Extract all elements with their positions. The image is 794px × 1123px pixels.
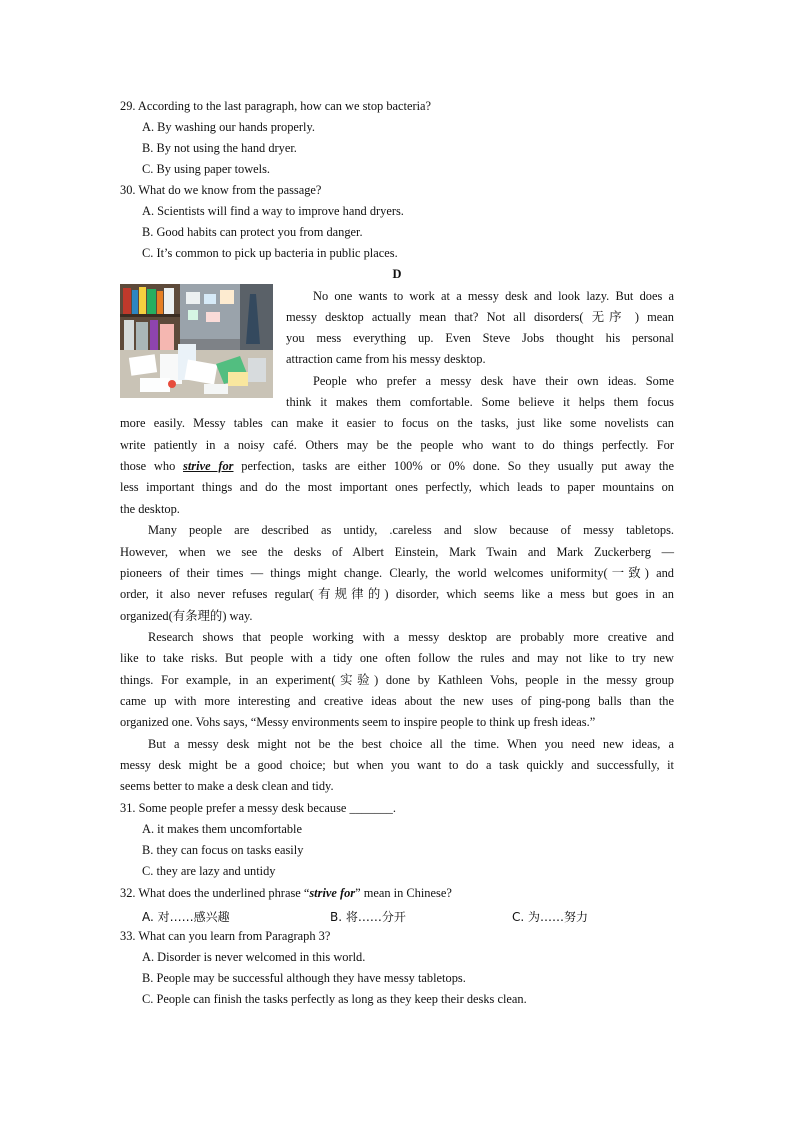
passage-p5-line-3: seems better to make a desk clean and tidy. bbox=[120, 779, 334, 793]
passage-p2-line-5 bbox=[120, 460, 674, 472]
passage-p4-line-4: came up with more interesting and creative ideas about the new uses of ping-pong balls than the bbox=[120, 694, 674, 708]
passage-p3-line-1: Many people are described as untidy, .careless and slow because of messy tabletops. bbox=[148, 523, 674, 537]
passage-p4-line-5: organized one. Vohs says, “Messy environments seem to inspire people to think up fresh ideas.” bbox=[120, 715, 596, 729]
question-30-option-a: A. Scientists will find a way to improve hand dryers. bbox=[142, 204, 404, 218]
question-30-stem: 30. What do we know from the passage? bbox=[120, 183, 322, 197]
question-32-stem-pre: 32. What does the underlined phrase “ bbox=[120, 886, 310, 900]
question-32-stem bbox=[120, 887, 452, 899]
question-29-option-b: B. By not using the hand dryer. bbox=[142, 141, 297, 155]
question-33-stem: 33. What can you learn from Paragraph 3? bbox=[120, 929, 331, 943]
question-32-option-b: B. 将……分开 bbox=[330, 910, 406, 924]
passage-p2-line-3: more easily. Messy tables can make it easier to focus on the tasks, just like some novelists can bbox=[120, 416, 674, 430]
passage-p3-line-5: organized(有条理的) way. bbox=[120, 609, 253, 623]
passage-p1-line-1: No one wants to work at a messy desk and look lazy. But does a bbox=[313, 289, 674, 303]
question-32-phrase: strive for bbox=[309, 886, 356, 900]
passage-p2-line-7: the desktop. bbox=[120, 502, 180, 516]
passage-p2-strive-pre: those who bbox=[120, 459, 184, 473]
passage-p3-line-3: pioneers of their times — things might change. Clearly, the world welcomes uniformity(一致) and bbox=[120, 566, 674, 580]
passage-p5-line-1: But a messy desk might not be the best choice all the time. When you need new ideas, a bbox=[148, 737, 674, 751]
section-letter: D bbox=[392, 267, 402, 281]
passage-p2-line-6: less important things and do the most important ones perfectly, which leads to paper mountains on bbox=[120, 480, 674, 494]
question-31-stem: 31. Some people prefer a messy desk because _______. bbox=[120, 801, 396, 815]
passage-p2-strive-post: perfection, tasks are either 100% or 0% done. So they usually put away the bbox=[233, 459, 674, 473]
question-33-option-c: C. People can finish the tasks perfectly as long as they keep their desks clean. bbox=[142, 992, 527, 1006]
messy-desk-photo bbox=[120, 284, 273, 398]
question-33-option-a: A. Disorder is never welcomed in this world. bbox=[142, 950, 366, 964]
messy-desk-illustration bbox=[120, 284, 273, 398]
passage-p2-line-4: write patiently in a noisy café. Others may be the people who want to do things perfectly. For bbox=[120, 438, 674, 452]
passage-p1-line-2: messy desktop actually mean that? Not all disorders( 无序 ) mean bbox=[286, 310, 674, 324]
passage-p3-line-2: However, when we see the desks of Albert Einstein, Mark Twain and Mark Zuckerberg — bbox=[120, 545, 674, 559]
question-31-option-a: A. it makes them uncomfortable bbox=[142, 822, 303, 836]
passage-p1-line-3: you mess everything up. Even Steve Jobs thought his personal bbox=[286, 331, 674, 345]
question-31-option-b: B. they can focus on tasks easily bbox=[142, 843, 304, 857]
question-29-option-c: C. By using paper towels. bbox=[142, 162, 271, 176]
passage-p4-line-1: Research shows that people working with a messy desktop are probably more creative and bbox=[148, 630, 674, 644]
question-30-option-b: B. Good habits can protect you from danger. bbox=[142, 225, 363, 239]
passage-p2-line-2: think it makes them comfortable. Some believe it helps them focus bbox=[286, 395, 674, 409]
passage-p1-line-4: attraction came from his messy desktop. bbox=[286, 352, 486, 366]
passage-p5-line-2: messy desk might be a good choice; but when you want to do a task quickly and successfully, it bbox=[120, 758, 674, 772]
question-29-option-a: A. By washing our hands properly. bbox=[142, 120, 315, 134]
question-32-stem-post: ” mean in Chinese? bbox=[355, 886, 452, 900]
question-32-option-c: C. 为……努力 bbox=[512, 910, 589, 924]
question-32-option-a: A. 对……感兴趣 bbox=[142, 910, 230, 924]
question-32-options bbox=[0, 908, 794, 924]
passage-p4-line-2: like to take risks. But people with a tidy one often follow the rules and may not like to try new bbox=[120, 651, 674, 665]
passage-p4-line-3: things. For example, in an experiment(实验) done by Kathleen Vohs, people in the messy group bbox=[120, 673, 674, 687]
question-30-option-c: C. It’s common to pick up bacteria in public places. bbox=[142, 246, 398, 260]
question-31-option-c: C. they are lazy and untidy bbox=[142, 864, 276, 878]
question-29-stem: 29. According to the last paragraph, how can we stop bacteria? bbox=[120, 99, 432, 113]
passage-p3-line-4: order, it also never refuses regular(有规律的) disorder, which seems like a mess but goes in an bbox=[120, 587, 674, 601]
underlined-phrase-strive-for: strive for bbox=[183, 459, 234, 473]
passage-p2-line-1: People who prefer a messy desk have their own ideas. Some bbox=[313, 374, 674, 388]
question-33-option-b: B. People may be successful although they have messy tabletops. bbox=[142, 971, 466, 985]
